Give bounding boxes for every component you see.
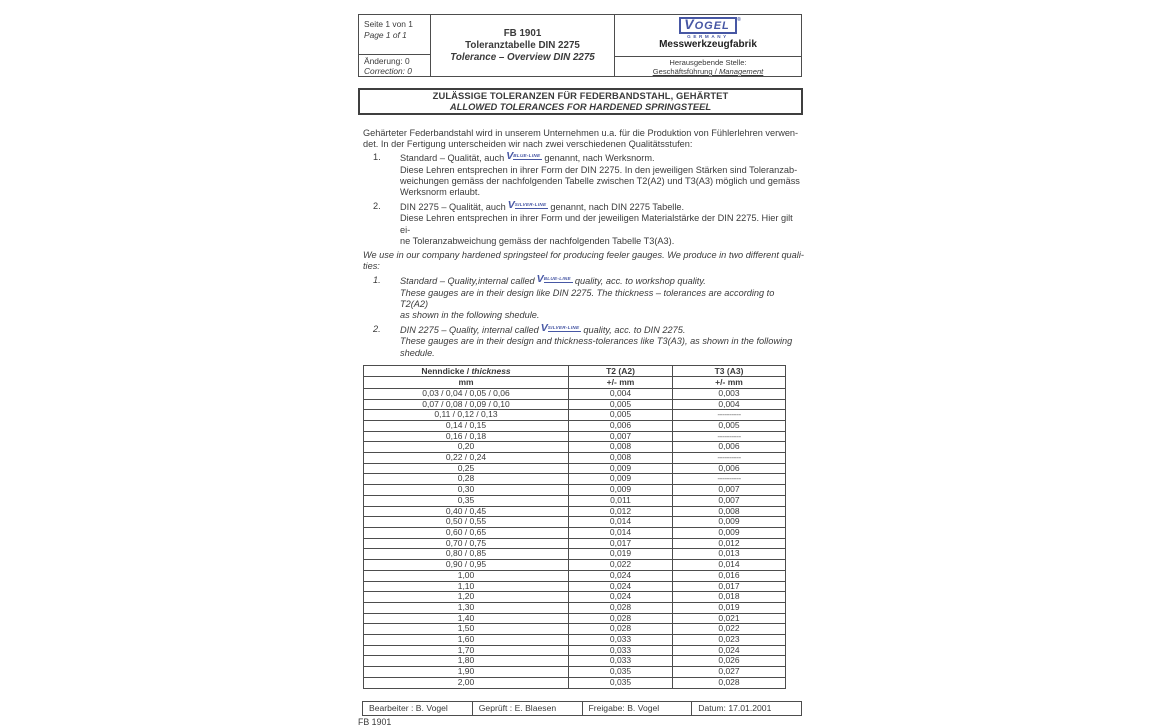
table-row: [364, 677, 786, 688]
logo-v: V: [507, 199, 515, 212]
thickness-cell: 0,11 / 0,12 / 0,13: [364, 410, 569, 421]
thickness-cell: 0,30: [364, 485, 569, 496]
t2-cell: 0,024: [569, 570, 673, 581]
t2-cell: 0,009: [569, 474, 673, 485]
t3-cell: 0,004: [673, 399, 786, 410]
thickness-cell: 1,20: [364, 592, 569, 603]
t3-cell: 0,008: [673, 506, 786, 517]
thickness-cell: 1,90: [364, 667, 569, 678]
logo-line-name: BLUE-LINE: [543, 276, 571, 282]
logo-line-name: SILVER-LINE: [547, 325, 580, 331]
col-header-t3: T3 (A3): [673, 365, 786, 377]
item-text: [400, 324, 804, 359]
t2-cell: 0,017: [569, 538, 673, 549]
item-lead-post: quality, acc. to DIN 2275.: [583, 325, 686, 336]
t3-cell: 0,018: [673, 592, 786, 603]
unit-t2: +/- mm: [569, 377, 673, 389]
thickness-cell: 2,00: [364, 677, 569, 688]
item-lead: [400, 324, 804, 336]
table-row: [364, 645, 786, 656]
table-row: [364, 495, 786, 506]
col-header-thickness: [364, 365, 569, 377]
t2-cell: 0,035: [569, 677, 673, 688]
footer-cell-geprueft: Geprüft : E. Blaesen: [473, 702, 583, 715]
table-row: [364, 463, 786, 474]
t3-cell: 0,009: [673, 528, 786, 539]
t3-cell: 0,007: [673, 495, 786, 506]
item-text: [400, 201, 804, 247]
t3-cell: ----------: [673, 431, 786, 442]
table-row: [364, 538, 786, 549]
table-row: [364, 624, 786, 635]
banner-title-de: ZULÄSSIGE TOLERANZEN FÜR FEDERBANDSTAHL, GEHÄRTET: [432, 90, 729, 101]
thickness-cell: 0,20: [364, 442, 569, 453]
thickness-cell: 0,14 / 0,15: [364, 420, 569, 431]
item-line: weichungen gemäss der nachfolgenden Tabelle zwischen T2(A2) und T3(A3) möglich und gemäss: [400, 175, 800, 186]
t3-cell: 0,005: [673, 420, 786, 431]
t3-cell: 0,003: [673, 388, 786, 399]
t2-cell: 0,028: [569, 624, 673, 635]
t2-cell: 0,011: [569, 495, 673, 506]
item-lead-pre: Standard – Qualität, auch: [400, 153, 505, 164]
col-header-thickness-en: thickness: [471, 365, 511, 376]
item-lead-post: genannt, nach DIN 2275 Tabelle.: [550, 202, 685, 213]
page-info: [359, 15, 430, 55]
form-header-left: [359, 15, 431, 76]
item-lead-pre: Standard – Quality,internal called: [400, 276, 535, 287]
item-line: These gauges are in their design like DIN 2275. The thickness – tolerances are according to T2(A2): [400, 287, 775, 309]
table-row: [364, 528, 786, 539]
page-label-en: Page 1 of 1: [364, 29, 407, 40]
intro-en-line: We use in our company hardened springsteel for producing feeler gauges. We produce in two different quali-: [363, 250, 804, 261]
issuer-value: [615, 67, 801, 76]
tolerance-table-body: [364, 388, 786, 688]
form-title: [431, 15, 615, 76]
banner-title-en: ALLOWED TOLERANCES FOR HARDENED SPRINGSTEEL: [449, 100, 712, 112]
table-row: [364, 410, 786, 421]
item-line: Diese Lehren entsprechen in ihrer Form und der jeweiligen Materialstärke der DIN 2275. Hier gilt ei-: [400, 213, 793, 235]
t2-cell: 0,028: [569, 602, 673, 613]
table-row: [364, 388, 786, 399]
item-line: ne Toleranzabweichung gemäss der nachfolgenden Tabelle T3(A3).: [400, 235, 675, 246]
item-lead: [400, 275, 804, 287]
t3-cell: 0,019: [673, 602, 786, 613]
t2-cell: 0,035: [569, 667, 673, 678]
body-text: [363, 128, 804, 359]
t2-cell: 0,006: [569, 420, 673, 431]
vogel-logo-v: V: [684, 16, 695, 32]
intro-en-line: ties:: [363, 261, 380, 272]
t2-cell: 0,008: [569, 442, 673, 453]
t2-cell: 0,024: [569, 581, 673, 592]
item-number: 2.: [373, 201, 381, 212]
thickness-cell: 0,07 / 0,08 / 0,09 / 0,10: [364, 399, 569, 410]
item-text: [400, 152, 804, 198]
logo-line-name: SILVER-LINE: [514, 202, 547, 208]
brand-block: [615, 15, 801, 57]
t3-cell: 0,023: [673, 635, 786, 646]
table-row: [364, 474, 786, 485]
unit-mm: mm: [364, 377, 569, 389]
item-lead-post: quality, acc. to workshop quality.: [574, 276, 706, 287]
thickness-cell: 0,16 / 0,18: [364, 431, 569, 442]
vogel-logo: [679, 16, 741, 34]
issuer-block: [615, 57, 801, 76]
table-row: [364, 431, 786, 442]
item-lead: [400, 152, 804, 164]
thickness-cell: 0,25: [364, 463, 569, 474]
table-row: [364, 602, 786, 613]
thickness-cell: 1,10: [364, 581, 569, 592]
change-label-en: Correction: 0: [364, 65, 412, 76]
item-line: Diese Lehren entsprechen in ihrer Form der DIN 2275. In den jeweiligen Stärken sind Toleranzab-: [400, 164, 798, 175]
form-title-en: Tolerance – Overview DIN 2275: [450, 51, 595, 63]
footer-cell-bearbeiter: Bearbeiter : B. Vogel: [363, 702, 473, 715]
table-row: [364, 420, 786, 431]
intro-de-line: det. In der Fertigung unterscheiden wir nach zwei verschiedenen Qualitätsstufen:: [363, 139, 693, 150]
intro-paragraph-en: [363, 250, 804, 272]
thickness-cell: 0,90 / 0,95: [364, 560, 569, 571]
item-number: 1.: [373, 152, 381, 163]
intro-de-line: Gehärteter Federbandstahl wird in unserem Unternehmen u.a. für die Produktion von Fühlerlehren verwen-: [363, 128, 799, 138]
form-header-right: [615, 15, 801, 76]
change-label-de: Änderung: 0: [364, 56, 410, 66]
item-number: 1.: [373, 275, 381, 286]
item-line: Werksnorm erlaubt.: [400, 187, 480, 198]
page-label-de: Seite 1 von 1: [364, 19, 413, 29]
table-row: [364, 592, 786, 603]
table-row: [364, 613, 786, 624]
silver-line-logo: [541, 322, 582, 334]
thickness-cell: 1,60: [364, 635, 569, 646]
t2-cell: 0,009: [569, 463, 673, 474]
item-line: These gauges are in their design and thickness-tolerances like T3(A3), as shown in the following: [400, 336, 793, 347]
title-banner: [358, 88, 803, 115]
footer-cell-datum: Datum: 17.01.2001: [698, 702, 772, 713]
t2-cell: 0,024: [569, 592, 673, 603]
item-line: as shown in the following shedule.: [400, 310, 540, 321]
t3-cell: 0,006: [673, 442, 786, 453]
thickness-cell: 1,70: [364, 645, 569, 656]
silver-line-logo: [508, 199, 549, 211]
table-row: [364, 506, 786, 517]
t3-cell: 0,007: [673, 485, 786, 496]
thickness-cell: 0,50 / 0,55: [364, 517, 569, 528]
table-row: [364, 485, 786, 496]
form-title-de: Toleranztabelle DIN 2275: [465, 39, 580, 51]
issuer-value-en: Management: [718, 67, 764, 76]
t2-cell: 0,005: [569, 399, 673, 410]
table-units-row: [364, 377, 786, 389]
approval-bar: [362, 701, 802, 716]
brand-country: GERMANY: [687, 34, 729, 39]
form-code: FB 1901: [503, 27, 542, 39]
form-header: [358, 14, 802, 77]
intro-paragraph-de: [363, 128, 804, 150]
t3-cell: 0,027: [673, 667, 786, 678]
brand-subtitle: Messwerkzeugfabrik: [659, 39, 757, 50]
col-header-t2: T2 (A2): [569, 365, 673, 377]
t3-cell: 0,014: [673, 560, 786, 571]
col-header-thickness-de: Nenndicke /: [421, 365, 470, 376]
table-row: [364, 399, 786, 410]
t2-cell: 0,004: [569, 388, 673, 399]
thickness-cell: 0,80 / 0,85: [364, 549, 569, 560]
t2-cell: 0,012: [569, 506, 673, 517]
logo-v: V: [536, 273, 544, 286]
t2-cell: 0,008: [569, 453, 673, 464]
thickness-cell: 0,28: [364, 474, 569, 485]
t2-cell: 0,022: [569, 560, 673, 571]
table-row: [364, 656, 786, 667]
issuer-value-de: Geschäftsführung /: [652, 67, 719, 76]
list-item-en-1: [363, 275, 804, 321]
list-item-de-2: [363, 201, 804, 247]
item-lead-post: genannt, nach Werksnorm.: [544, 153, 655, 164]
change-info: [359, 55, 430, 76]
logo-line-name: BLUE-LINE: [513, 153, 541, 159]
t2-cell: 0,005: [569, 410, 673, 421]
thickness-cell: 0,03 / 0,04 / 0,05 / 0,06: [364, 388, 569, 399]
table-row: [364, 517, 786, 528]
t3-cell: 0,021: [673, 613, 786, 624]
t2-cell: 0,033: [569, 656, 673, 667]
t2-cell: 0,033: [569, 635, 673, 646]
t2-cell: 0,009: [569, 485, 673, 496]
thickness-cell: 0,70 / 0,75: [364, 538, 569, 549]
document-page: [358, 14, 804, 728]
t3-cell: ----------: [673, 453, 786, 464]
table-row: [364, 560, 786, 571]
table-row: [364, 667, 786, 678]
t2-cell: 0,014: [569, 528, 673, 539]
issuer-label: Herausgebende Stelle:: [669, 58, 747, 67]
t3-cell: ----------: [673, 410, 786, 421]
thickness-cell: 1,50: [364, 624, 569, 635]
thickness-cell: 1,30: [364, 602, 569, 613]
thickness-cell: 1,80: [364, 656, 569, 667]
list-item-de-1: [363, 152, 804, 198]
t2-cell: 0,033: [569, 645, 673, 656]
table-row: [364, 549, 786, 560]
item-number: 2.: [373, 324, 381, 335]
item-lead-pre: DIN 2275 – Quality, internal called: [400, 325, 539, 336]
t3-cell: 0,012: [673, 538, 786, 549]
t2-cell: 0,007: [569, 431, 673, 442]
item-lead-pre: DIN 2275 – Qualität, auch: [400, 202, 506, 213]
t3-cell: 0,016: [673, 570, 786, 581]
table-row: [364, 581, 786, 592]
vogel-logo-rest: OGEL: [694, 20, 730, 32]
t3-cell: 0,028: [673, 677, 786, 688]
table-row: [364, 570, 786, 581]
t3-cell: 0,013: [673, 549, 786, 560]
thickness-cell: 1,00: [364, 570, 569, 581]
table-row: [364, 635, 786, 646]
table-header-row: [364, 365, 786, 377]
thickness-cell: 1,40: [364, 613, 569, 624]
t3-cell: 0,022: [673, 624, 786, 635]
blue-line-logo: [537, 273, 573, 285]
t2-cell: 0,019: [569, 549, 673, 560]
footer-cell-freigabe: Freigabe: B. Vogel: [583, 702, 693, 715]
blue-line-logo: [506, 150, 542, 162]
t2-cell: 0,028: [569, 613, 673, 624]
item-line: shedule.: [400, 347, 435, 358]
table-row: [364, 453, 786, 464]
list-item-en-2: [363, 324, 804, 359]
t3-cell: 0,026: [673, 656, 786, 667]
logo-v: V: [506, 150, 514, 163]
form-code-label: FB 1901: [358, 716, 392, 727]
thickness-cell: 0,35: [364, 495, 569, 506]
thickness-cell: 0,40 / 0,45: [364, 506, 569, 517]
item-lead: [400, 201, 804, 213]
logo-v: V: [540, 322, 548, 335]
item-text: [400, 275, 804, 321]
table-row: [364, 442, 786, 453]
thickness-cell: 0,60 / 0,65: [364, 528, 569, 539]
t3-cell: 0,024: [673, 645, 786, 656]
registered-mark: ®: [737, 17, 741, 23]
t3-cell: 0,006: [673, 463, 786, 474]
t3-cell: ----------: [673, 474, 786, 485]
tolerance-table: [363, 365, 786, 689]
thickness-cell: 0,22 / 0,24: [364, 453, 569, 464]
t2-cell: 0,014: [569, 517, 673, 528]
unit-t3: +/- mm: [673, 377, 786, 389]
t3-cell: 0,017: [673, 581, 786, 592]
t3-cell: 0,009: [673, 517, 786, 528]
